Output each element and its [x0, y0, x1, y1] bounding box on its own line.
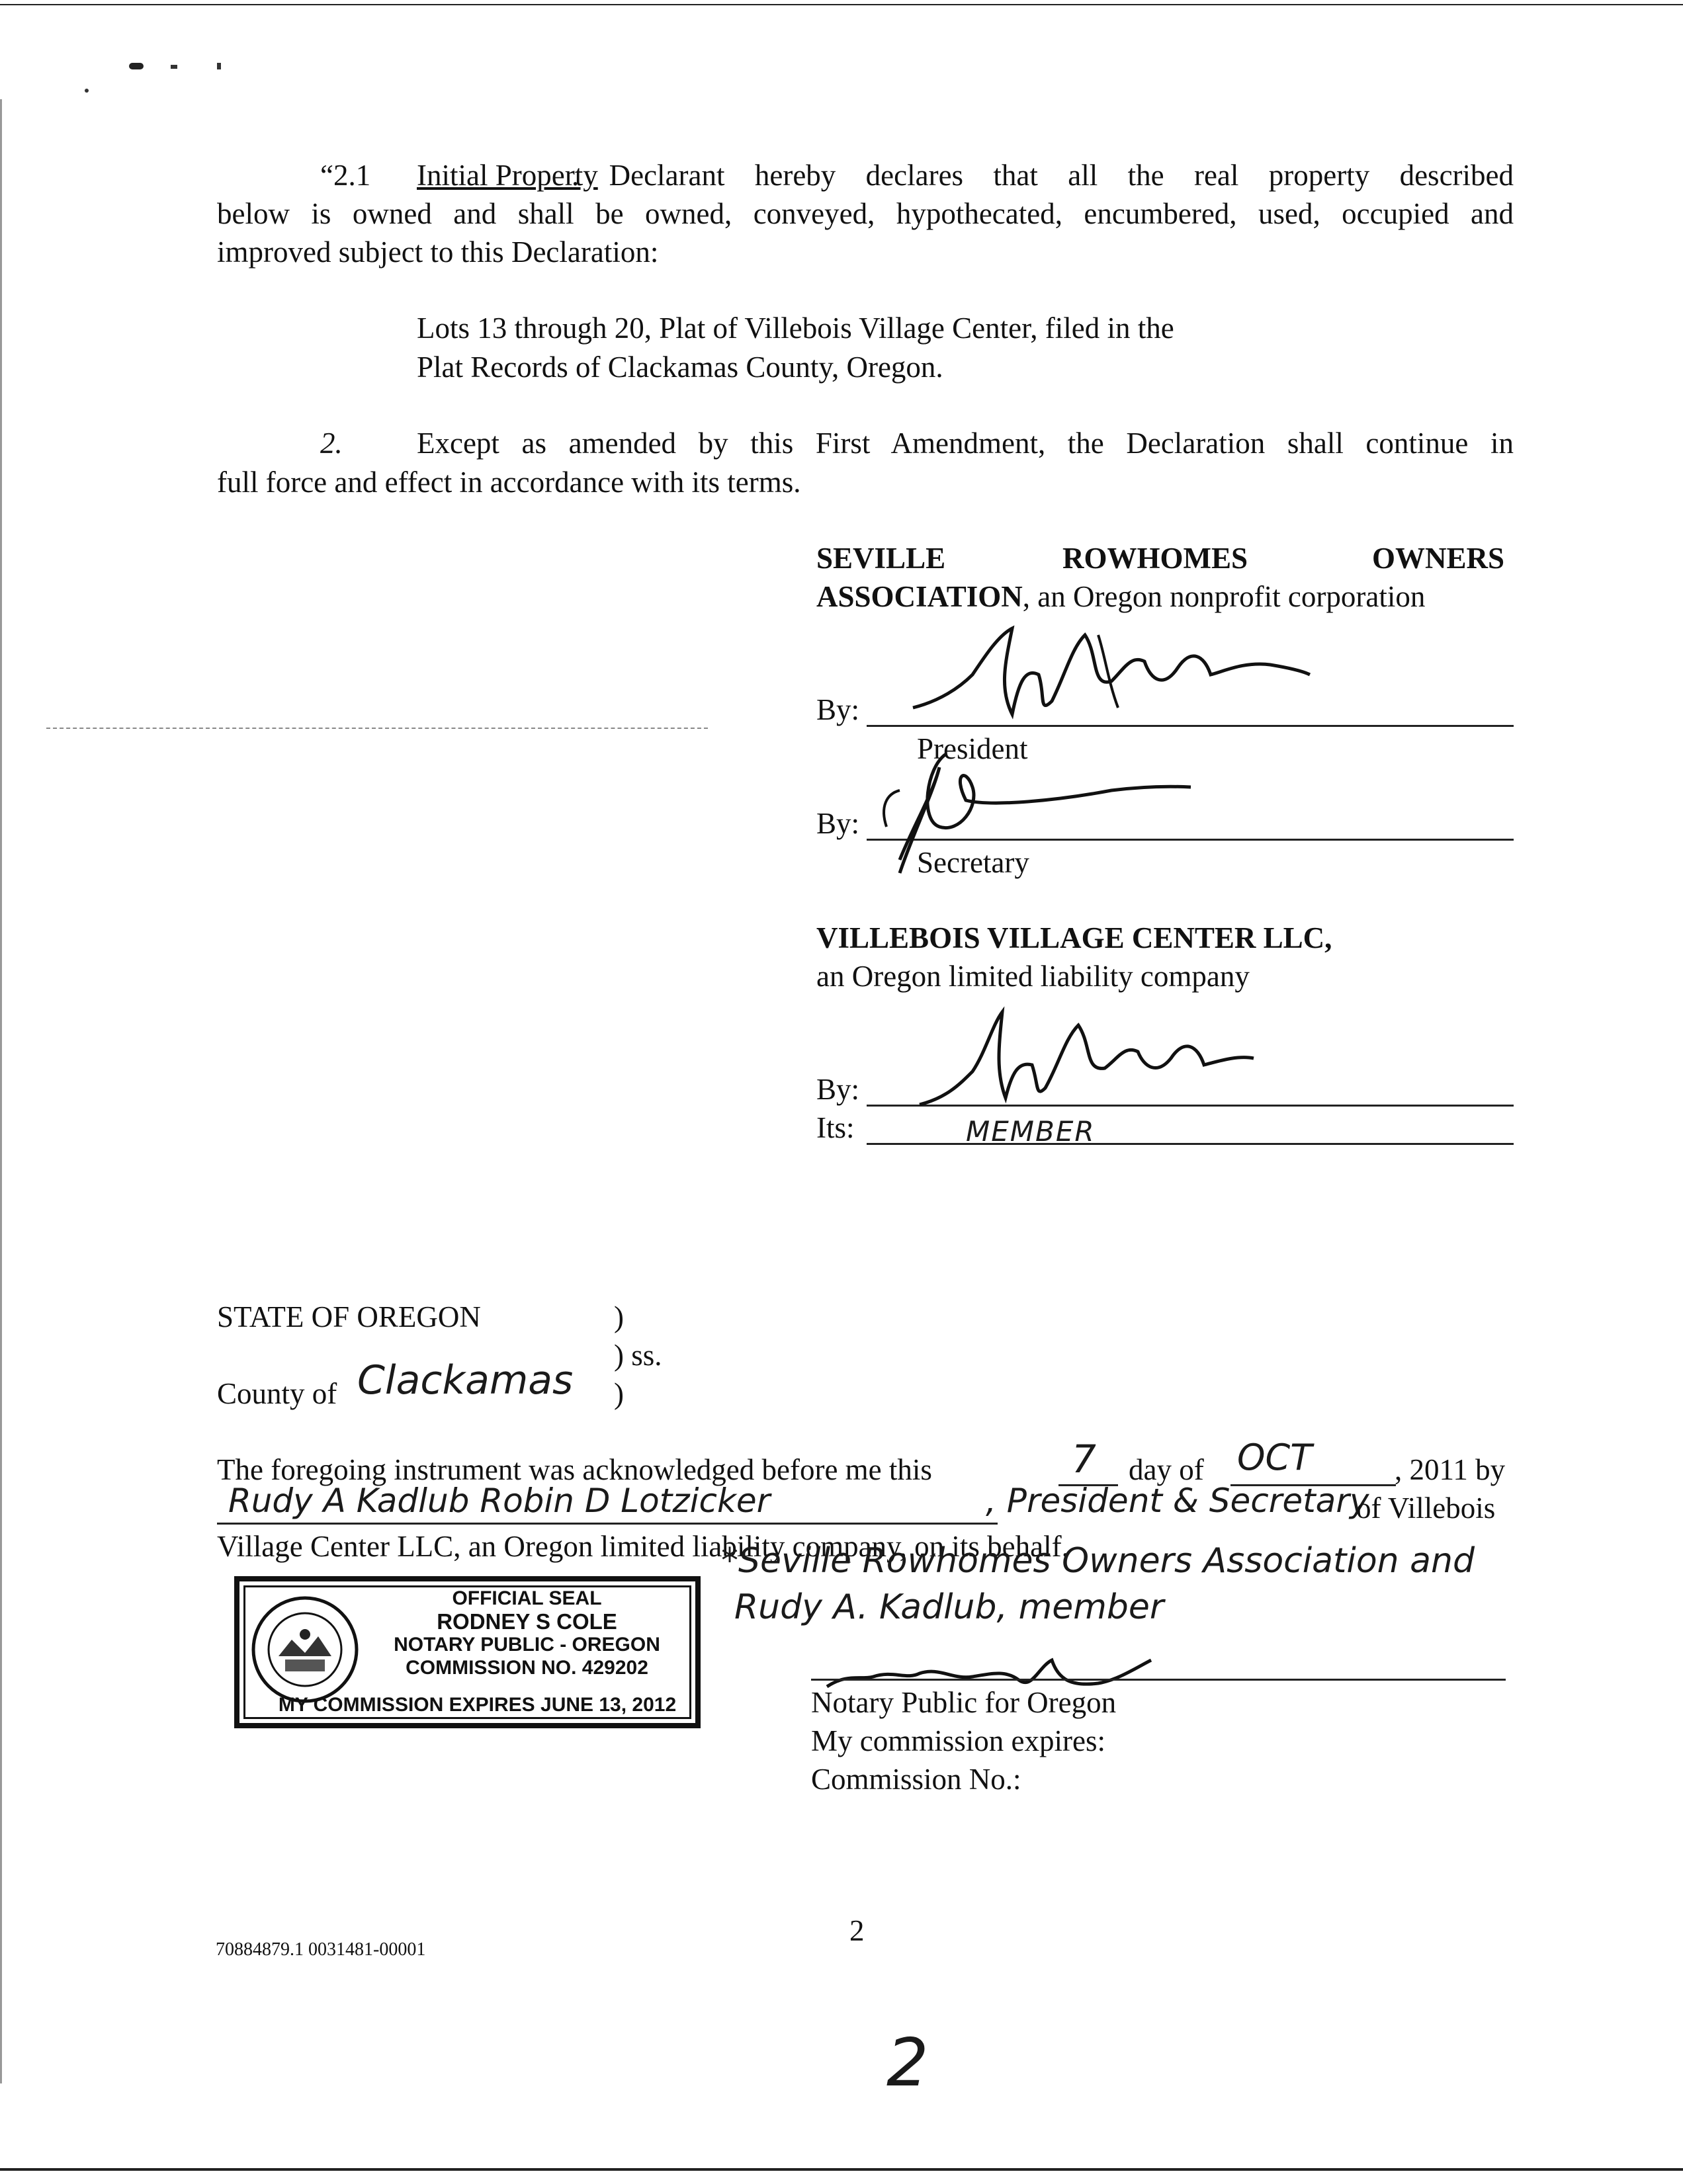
- hoa-name-word1: SEVILLE: [816, 542, 946, 575]
- handwritten-note-line1: *Seville Rowhomes Owners Association and: [721, 1541, 1475, 1581]
- ack-prefix: The foregoing instrument was acknowledged before me this: [217, 1453, 932, 1486]
- state-label: STATE OF OREGON: [217, 1300, 481, 1333]
- llc-its-line: [867, 1143, 1514, 1145]
- hoa-name-word3: OWNERS: [1372, 542, 1505, 575]
- hoa-title-secretary: Secretary: [917, 846, 1029, 879]
- names-line: [217, 1523, 998, 1525]
- scan-speck: [129, 63, 144, 69]
- day-value: 7: [1072, 1437, 1096, 1482]
- seal-line3: NOTARY PUBLIC - OREGON: [394, 1634, 660, 1656]
- paren-2: ) ss.: [614, 1339, 662, 1372]
- llc-by-label: By:: [816, 1073, 860, 1106]
- para2-line1: Except as amended by this First Amendment, the Declaration shall continue in: [417, 427, 1514, 460]
- scan-speck: [217, 63, 221, 69]
- day-of-label: day of: [1129, 1453, 1204, 1486]
- llc-its-value: MEMBER: [966, 1115, 1096, 1148]
- llc-its-label: Its:: [816, 1111, 855, 1144]
- hoa-by-label: By:: [816, 693, 860, 726]
- section-line1: . Declarant hereby declares that all the real property described: [572, 159, 1514, 192]
- handwritten-page-number: 2: [886, 2024, 929, 2101]
- of-villebois: of Villebois: [1356, 1491, 1496, 1525]
- ack-line3: Village Center LLC, an Oregon limited liability company, on its behalf.: [217, 1530, 1069, 1563]
- commission-expires-label: My commission expires:: [811, 1724, 1105, 1757]
- names-value: Rudy A Kadlub Robin D Lotzicker: [228, 1482, 771, 1520]
- commission-number-label: Commission No.:: [811, 1763, 1021, 1796]
- hoa-title-president: President: [917, 732, 1028, 765]
- llc-descriptor: an Oregon limited liability company: [816, 960, 1250, 993]
- year-by: , 2011 by: [1395, 1453, 1506, 1486]
- lots-line2: Plat Records of Clackamas County, Oregon.: [417, 351, 943, 384]
- para2-line2: full force and effect in accordance with its terms.: [217, 466, 801, 499]
- seal-line5: MY COMMISSION EXPIRES JUNE 13, 2012: [278, 1694, 677, 1716]
- seal-text-block: [365, 1587, 689, 1679]
- document-id: 70884879.1 0031481-00001: [216, 1939, 426, 1960]
- hoa-name-line2: ASSOCIATION: [816, 580, 1023, 613]
- top-scan-edge: [0, 4, 1683, 5]
- oregon-state-seal-icon: [249, 1593, 361, 1706]
- llc-member-signature: [913, 999, 1257, 1118]
- notary-signature-line: [811, 1679, 1506, 1681]
- seal-line1: OFFICIAL SEAL: [452, 1587, 602, 1609]
- bottom-scan-edge: [0, 2168, 1683, 2171]
- paren-1: ): [614, 1300, 624, 1333]
- month-value: OCT: [1237, 1437, 1313, 1478]
- seal-line2: RODNEY S COLE: [437, 1609, 617, 1634]
- county-value: Clackamas: [357, 1357, 574, 1404]
- secretary-signature: [860, 728, 1257, 880]
- hoa-by-label-2: By:: [816, 807, 860, 840]
- titles-value: , President & Secretary: [986, 1482, 1369, 1520]
- section-line3: improved subject to this Declaration:: [217, 235, 659, 269]
- county-label: County of: [217, 1377, 337, 1410]
- llc-name: VILLEBOIS VILLAGE CENTER LLC,: [816, 921, 1332, 954]
- scan-dashed-line: [46, 728, 708, 729]
- official-notary-seal: [234, 1576, 701, 1728]
- hoa-name-word2: ROWHOMES: [1062, 542, 1248, 575]
- paren-3: ): [614, 1377, 624, 1410]
- section-line2: below is owned and shall be owned, conveyed, hypothecated, encumbered, used, occupied and: [217, 197, 1514, 230]
- scan-speck: [171, 65, 177, 69]
- notary-title: Notary Public for Oregon: [811, 1686, 1117, 1719]
- left-scan-margin: [0, 99, 2, 2083]
- seal-line4: COMMISSION NO. 429202: [406, 1657, 648, 1679]
- page-number: 2: [849, 1914, 865, 1947]
- handwritten-note-line2: Rudy A. Kadlub, member: [734, 1587, 1164, 1627]
- para2-number: 2.: [320, 427, 343, 460]
- section-number: “2.1: [320, 159, 371, 192]
- section-title: Initial Property: [417, 159, 598, 192]
- hoa-descriptor: , an Oregon nonprofit corporation: [1022, 580, 1426, 613]
- president-signature: [900, 609, 1323, 741]
- scan-speck: [85, 89, 89, 93]
- lots-line1: Lots 13 through 20, Plat of Villebois Village Center, filed in the: [417, 312, 1174, 345]
